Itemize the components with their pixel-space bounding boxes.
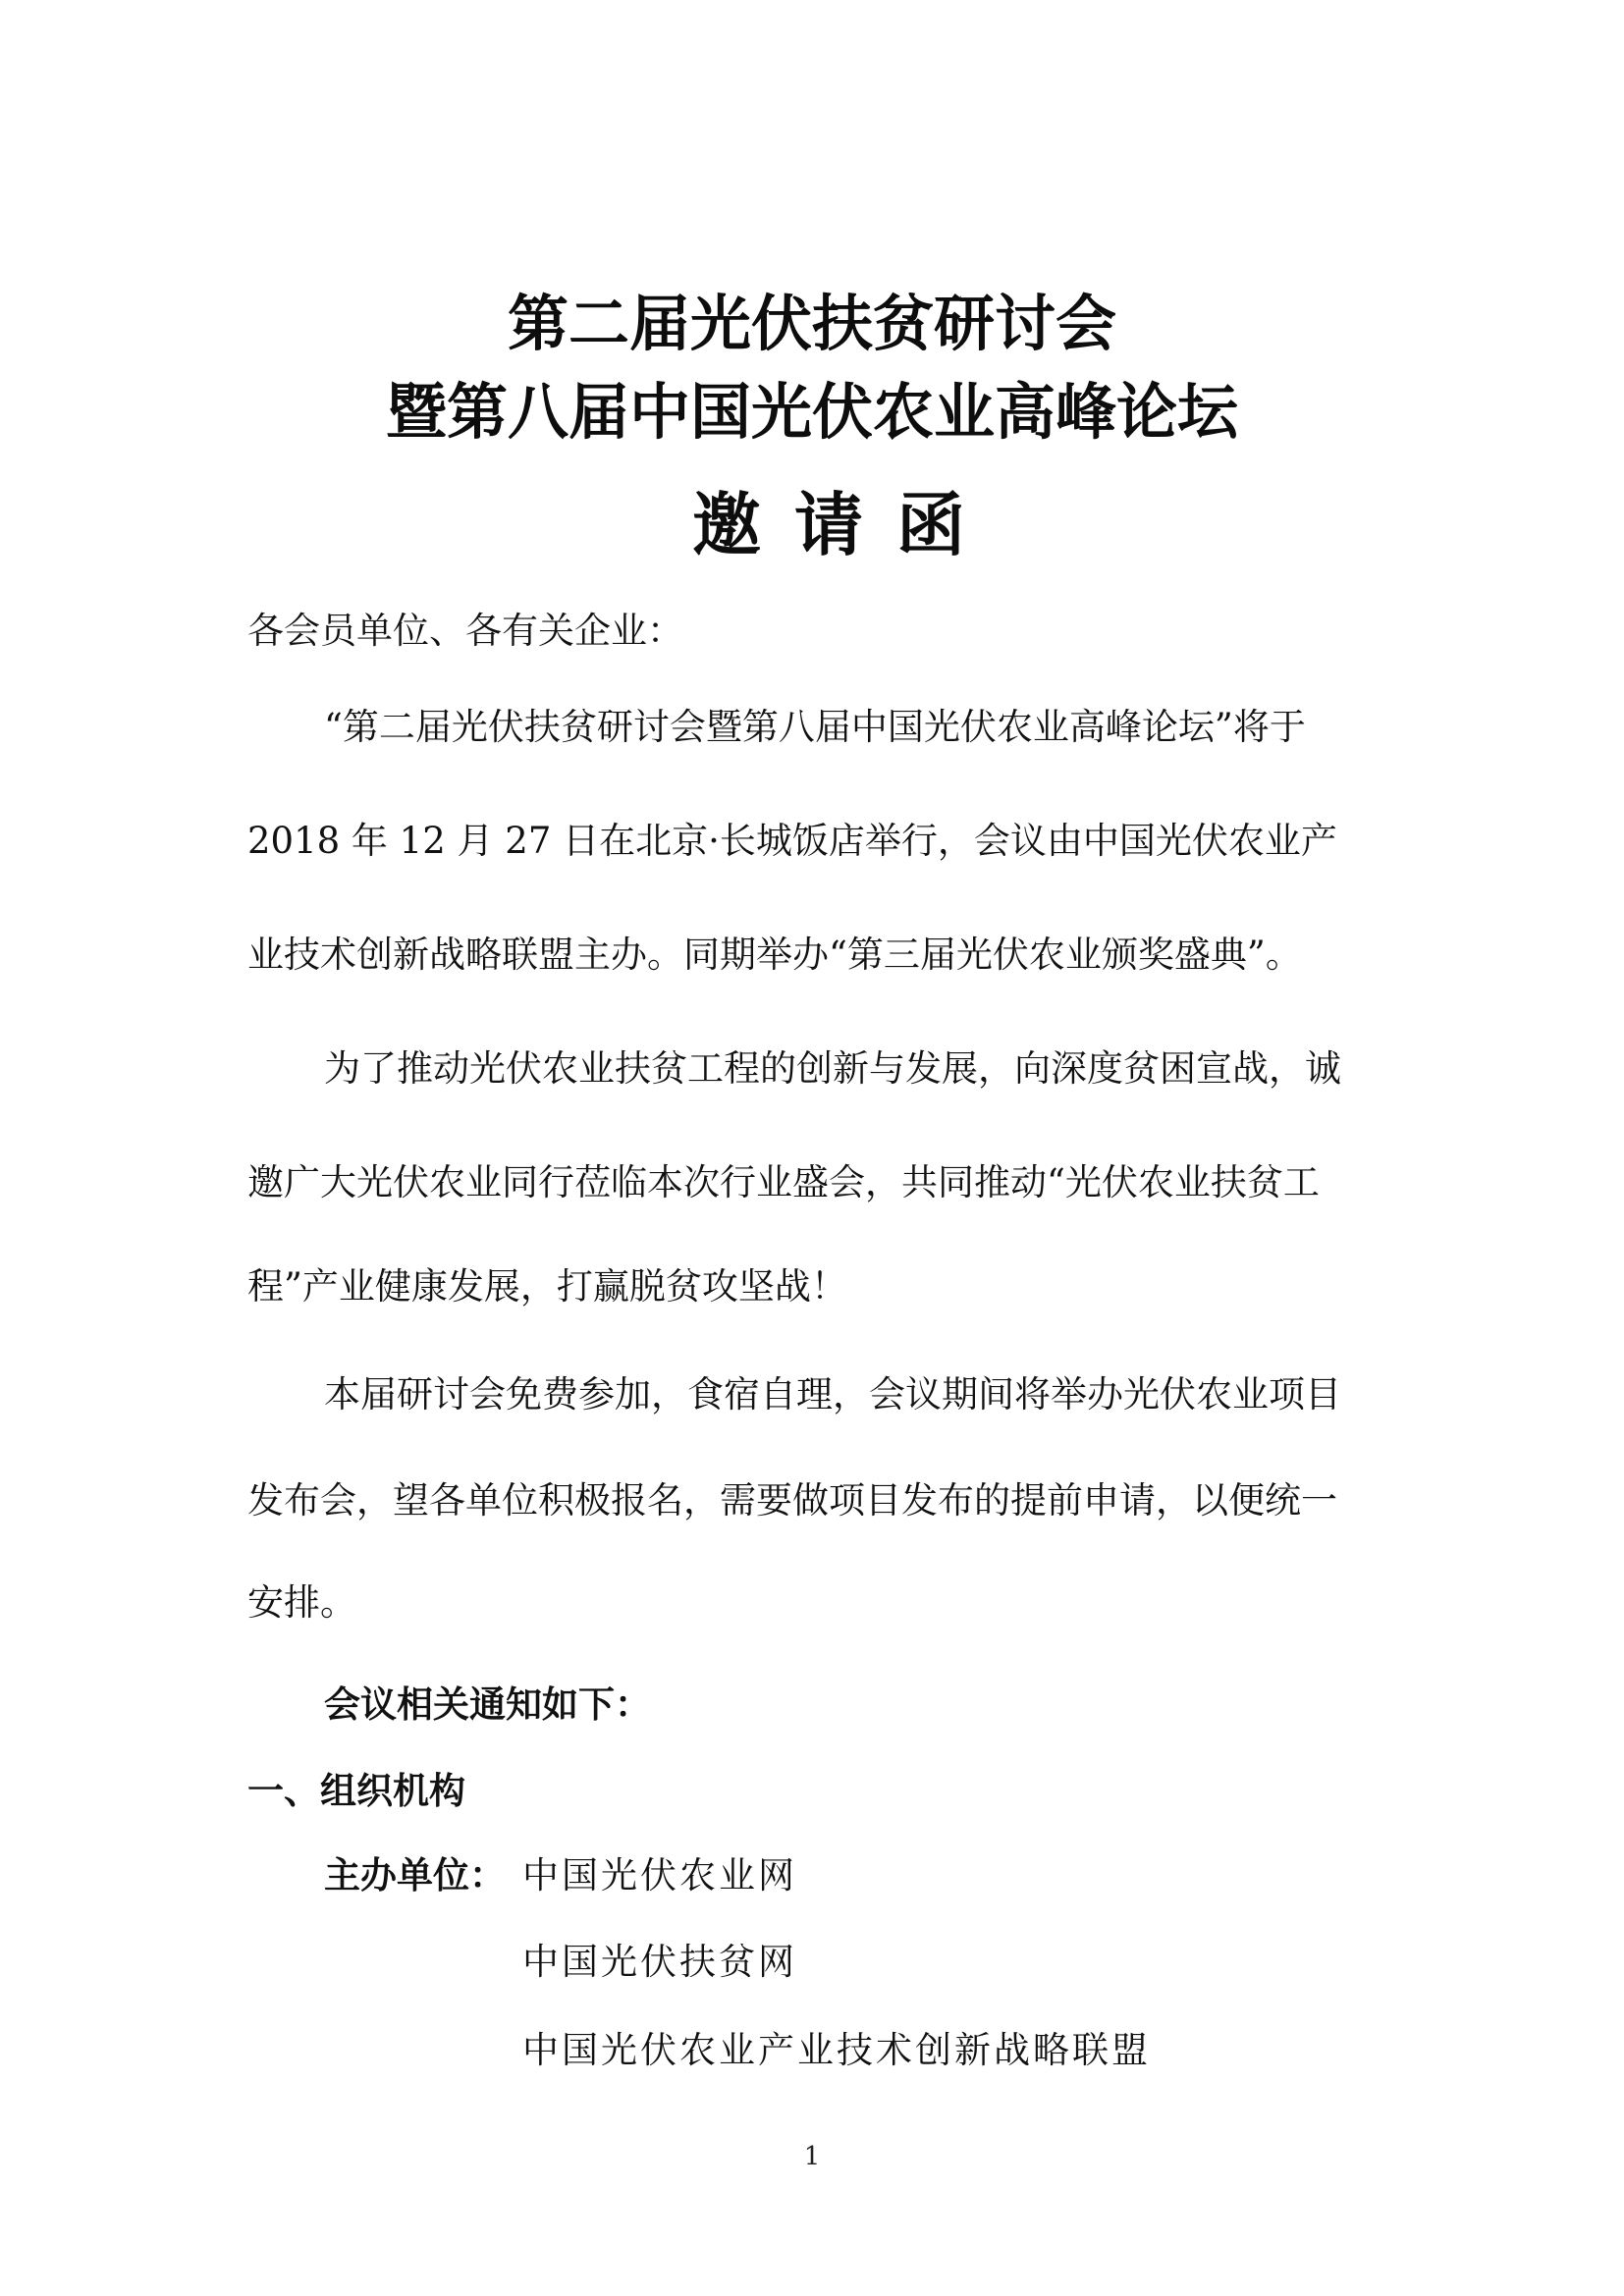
notice-intro: 会议相关通知如下： [324,1683,651,1726]
host-item-2: 中国光伏扶贫网 [522,1941,797,1983]
paragraph-3-line-3: 安排。 [247,1581,356,1624]
paragraph-1-line-3: 业技术创新战略联盟主办。同期举办“第三届光伏农业颁奖盛典”。 [247,934,1302,976]
paragraph-2-line-1: 为了推动光伏农业扶贫工程的创新与发展，向深度贫困宣战，诚 [324,1047,1341,1090]
host-item-1: 中国光伏农业网 [522,1854,797,1896]
salutation: 各会员单位、各有关企业： [247,610,683,652]
paragraph-3-line-2: 发布会，望各单位积极报名，需要做项目发布的提前申请，以便统一 [247,1479,1337,1522]
title-line-1: 第二届光伏扶贫研讨会 [507,288,1116,359]
paragraph-3-line-1: 本届研讨会免费参加，食宿自理，会议期间将举办光伏农业项目 [324,1373,1341,1415]
host-item-3: 中国光伏农业产业技术创新战略联盟 [522,2029,1151,2071]
title-line-2: 暨第八届中国光伏农业高峰论坛 [385,376,1238,448]
paragraph-2-line-3: 程”产业健康发展，打赢脱贫攻坚战！ [247,1265,847,1308]
host-label: 主办单位： [324,1854,506,1896]
page-number: 1 [803,2142,821,2171]
invitation-heading: 邀请函 [692,484,999,565]
paragraph-1-line-1: “第二届光伏扶贫研讨会暨第八届中国光伏农业高峰论坛”将于 [324,706,1306,748]
paragraph-2-line-2: 邀广大光伏农业同行莅临本次行业盛会，共同推动“光伏农业扶贫工 [247,1161,1320,1203]
section-1-heading: 一、组织机构 [247,1770,465,1812]
paragraph-1-line-2: 2018 年 12 月 27 日在北京·长城饭店举行，会议由中国光伏农业产 [247,820,1337,862]
